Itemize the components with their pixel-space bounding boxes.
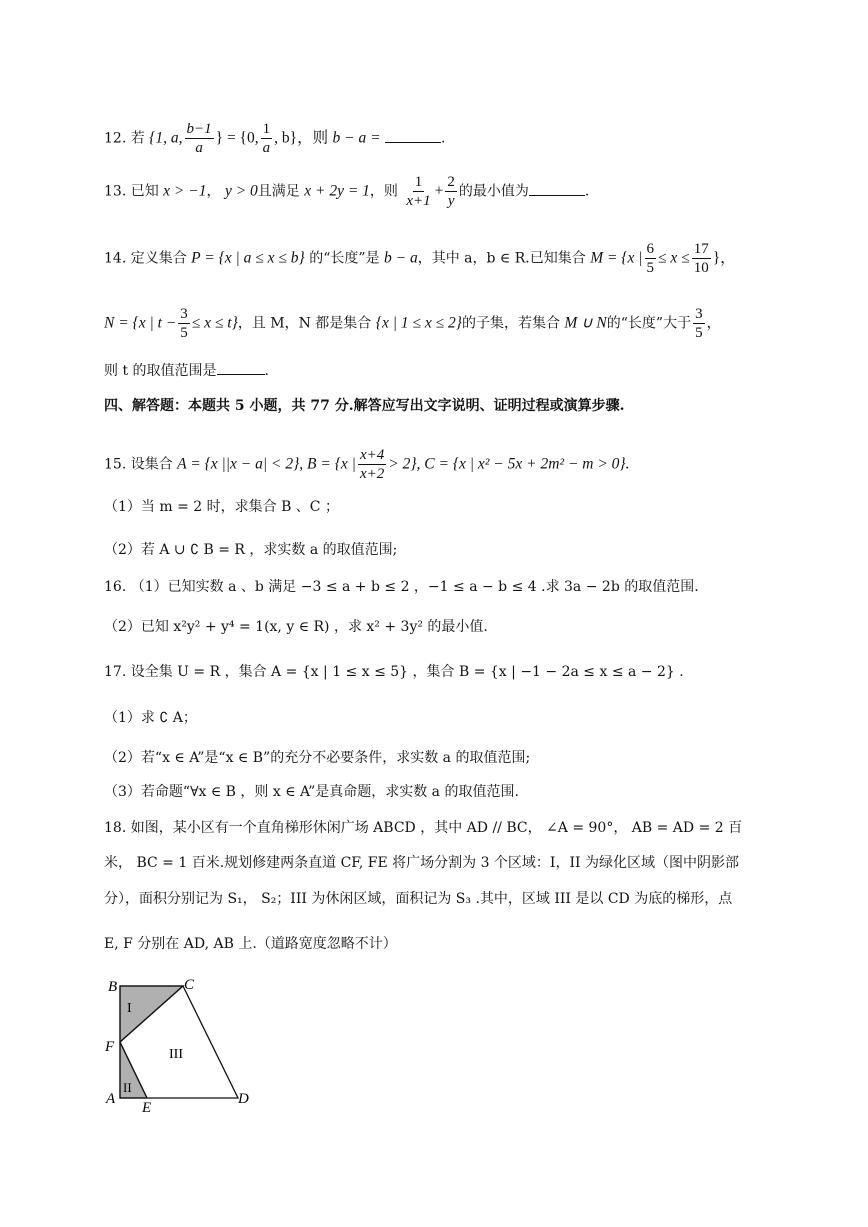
label-region-1: I	[127, 1001, 132, 1016]
q17-stem: 17. 设全集 U = R ，集合 A = {x | 1 ≤ x ≤ 5} ，集合 B = {x | −1 − 2a ≤ x ≤ a − 2} .	[104, 664, 684, 680]
q14-end2: ，	[706, 315, 721, 332]
trapezoid-figure	[100, 972, 260, 1112]
q13-number: 13.	[104, 183, 127, 200]
q15-sets-c: > 2}, C = {x | x² − 5x + 2m² − m > 0}.	[388, 455, 630, 473]
q14-frac1-num: 6	[646, 241, 655, 257]
q12-set-mid: } = {0,	[215, 129, 259, 147]
q13-cond3: x + 2y = 1	[304, 182, 370, 200]
section-heading: 四、解答题：本题共 5 小题，共 77 分.解答应写出文字说明、证明过程或演算步骤.	[104, 398, 625, 414]
q12-frac-den: a	[195, 140, 203, 156]
q12	[104, 120, 445, 157]
q14-mid: ≤ x ≤	[658, 249, 690, 267]
q12-frac2-den: a	[262, 140, 271, 156]
label-region-2: II	[123, 1080, 132, 1095]
q13-frac2-num: 2	[447, 174, 455, 190]
label-a: A	[106, 1091, 116, 1107]
q14-text-c: ，其中 a，b ∈ R.已知集合	[417, 250, 586, 267]
q13-frac1	[404, 173, 432, 210]
q12-text: 若	[130, 130, 145, 147]
q14-line3	[104, 360, 269, 381]
q13-answer-blank[interactable]	[529, 181, 585, 196]
label-d: D	[238, 1091, 249, 1107]
q14-frac3-num: 3	[180, 306, 188, 322]
q16-part1: 16. （1）已知实数 a 、b 满足 −3 ≤ a + b ≤ 2 ，−1 ≤ a − b ≤ 4 .求 3a − 2b 的取值范围.	[104, 579, 699, 595]
q14-frac2-num: 17	[693, 241, 709, 257]
q14-end3: .	[264, 363, 269, 379]
q12-frac	[185, 120, 214, 157]
q12-answer-blank[interactable]	[385, 128, 441, 143]
q14-union: M ∪ N	[564, 314, 607, 332]
q18-line3: 分），面积分别记为 S₁， S₂；III 为休闲区域，面积记为 S₃ .其中，区域 III 是以 CD 为底的梯形，点	[104, 891, 733, 907]
q14-number: 14.	[104, 250, 127, 267]
q14-frac2	[692, 240, 711, 277]
q14-set-n-end: ≤ x ≤ t}	[191, 314, 238, 332]
q13-text: 已知	[130, 183, 159, 200]
q14-frac2-den: 10	[693, 260, 709, 276]
q15-part2: （2）若 A ∪ ∁ B = R ，求实数 a 的取值范围;	[104, 542, 398, 558]
q15-frac-num: x+4	[359, 447, 385, 463]
q15-text: 设集合	[130, 456, 173, 473]
q18-line2: 米， BC = 1 百米.规划修建两条直道 CF, FE 将广场分割为 3 个区域：I，II 为绿化区域（图中阴影部	[104, 855, 739, 871]
label-e: E	[142, 1100, 152, 1112]
q14-frac1-den: 5	[646, 260, 655, 276]
q15-frac	[358, 446, 386, 483]
q13-frac1-num: 1	[414, 174, 423, 190]
q14-expr: b − a	[384, 249, 418, 267]
q14-answer-blank[interactable]	[217, 360, 265, 375]
q16-part2: （2）已知 x²y² + y⁴ = 1(x, y ∈ R) ，求 x² + 3y² 的最小值.	[104, 619, 488, 635]
q14-line2	[104, 305, 721, 342]
q13-sep: ，	[206, 183, 221, 200]
q15-frac-den: x+2	[359, 466, 385, 482]
q14-frac4	[693, 305, 705, 342]
q12-frac2	[261, 120, 273, 157]
q14-set-n: N = {x | t −	[104, 314, 177, 332]
q13-frac2	[445, 173, 457, 210]
q13-cond1: x > −1	[163, 182, 207, 200]
q18-line4: E, F 分别在 AD, AB 上.（道路宽度忽略不计）	[104, 936, 397, 952]
q13-frac1-den: x+1	[406, 193, 431, 209]
label-f: F	[105, 1039, 115, 1055]
q14-set-m: M = {x |	[590, 249, 643, 267]
q14-frac3	[178, 305, 190, 342]
q13-cond2: y > 0	[224, 182, 258, 200]
q14-text-e: 的子集，若集合	[461, 315, 560, 332]
q13-text-c: ，则	[369, 183, 398, 200]
q14-text-b: 的“长度”是	[309, 250, 380, 267]
q15-stem	[104, 446, 630, 483]
q17-part1: （1）求 ∁ A；	[104, 710, 197, 726]
q14-frac4-num: 3	[695, 306, 703, 322]
q14-line1	[104, 240, 736, 277]
q15-part1: （1）当 m = 2 时，求集合 B 、C ；	[104, 499, 339, 515]
q12-set-left: {1, a,	[149, 129, 183, 147]
label-region-3: III	[169, 1047, 183, 1062]
q15-sets-a-b: A = {x ||x − a| < 2}, B = {x |	[177, 455, 356, 473]
q12-set-right: , b}，则	[274, 129, 329, 147]
q12-frac2-num: 1	[262, 121, 271, 137]
q14-frac1	[645, 240, 657, 277]
q12-frac-num: b−1	[186, 121, 212, 137]
q14-text-f: 的“长度”大于	[606, 315, 692, 332]
label-b: B	[108, 979, 118, 995]
q14-set-range: {x | 1 ≤ x ≤ 2}	[375, 314, 462, 332]
q15-number: 15.	[104, 456, 127, 473]
q13-frac2-den: y	[447, 193, 455, 209]
q18-line1: 18. 如图，某小区有一个直角梯形休闲广场 ABCD ，其中 AD // BC， ∠A = 90°， AB = AD = 2 百	[104, 820, 743, 836]
q14-text-a: 定义集合	[130, 250, 187, 267]
q12-number: 12.	[104, 130, 127, 147]
q13-text-b: 且满足	[257, 183, 300, 200]
q14-set-p: P = {x | a ≤ x ≤ b}	[191, 249, 305, 267]
q17-part2: （2）若“x ∈ A”是“x ∈ B”的充分不必要条件，求实数 a 的取值范围;	[104, 750, 531, 766]
q13-plus: +	[434, 182, 444, 200]
q12-expr: b − a =	[332, 129, 381, 147]
q14-text-d: ，且 M，N 都是集合	[237, 315, 372, 332]
q14-frac3-den: 5	[180, 325, 188, 341]
label-c: C	[184, 977, 195, 993]
q13-end: .	[584, 183, 590, 200]
q14-frac4-den: 5	[695, 325, 703, 341]
q14-end1: }，	[712, 249, 736, 267]
q13	[104, 173, 589, 210]
q12-end: .	[441, 130, 446, 147]
q17-part3: （3）若命题“∀x ∈ B ，则 x ∈ A”是真命题，求实数 a 的取值范围.	[104, 784, 519, 800]
q13-text-d: 的最小值为	[458, 183, 529, 200]
q14-text-g: 则 t 的取值范围是	[104, 363, 217, 379]
